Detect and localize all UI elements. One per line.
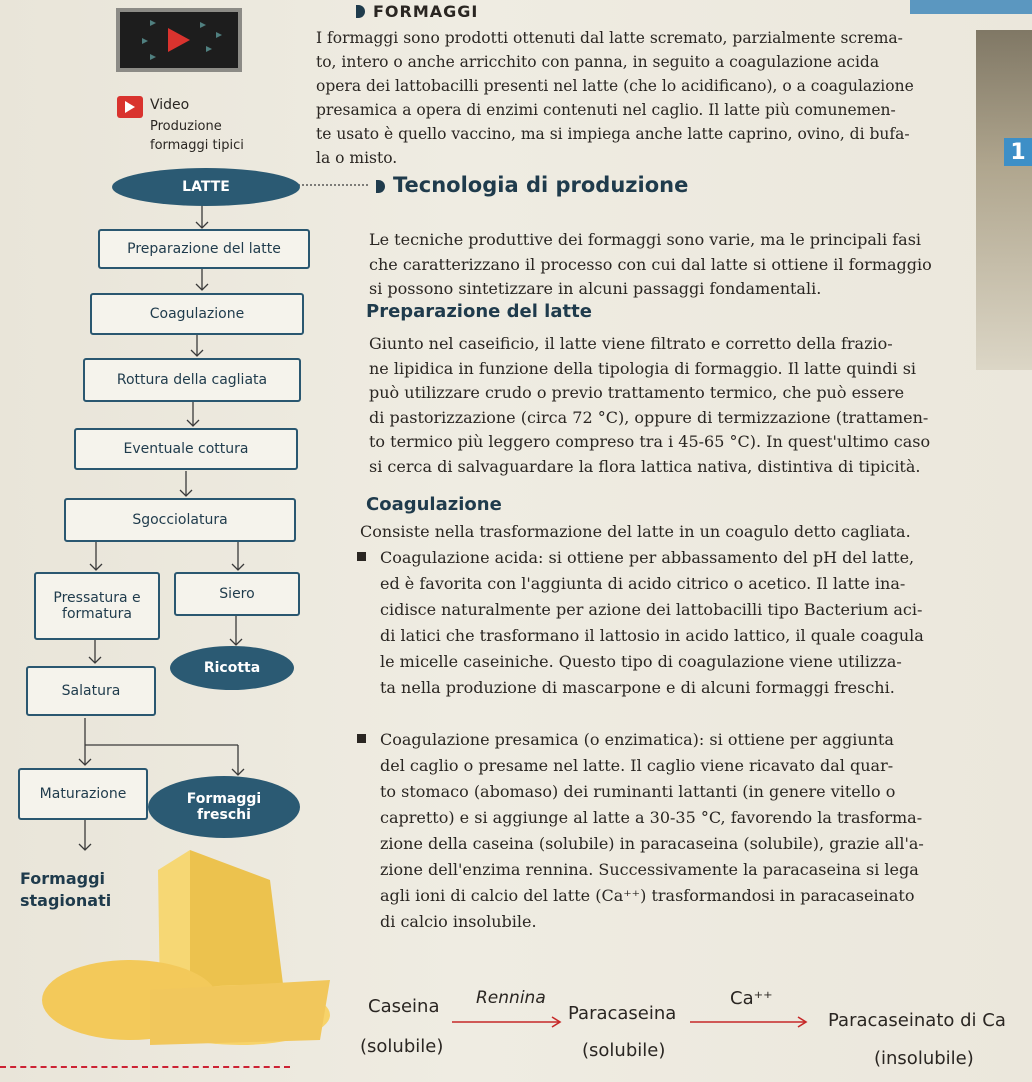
section-heading-preparazione: Preparazione del latte [366, 301, 592, 322]
flow-maturazione: Maturazione [18, 768, 148, 820]
page-title [356, 2, 478, 21]
video-caption-line-1: Produzione [150, 119, 222, 134]
flow-sgocciolatura: Sgocciolatura [64, 498, 296, 542]
reaction-enzyme: Rennina [476, 988, 546, 1008]
flow-freschi: Formaggi freschi [148, 776, 300, 838]
preparazione-paragraph [369, 332, 1032, 479]
intro-line: la o misto. [316, 149, 398, 167]
video-label: Video [150, 97, 190, 113]
presamica-line: di calcio insolubile. [380, 912, 537, 931]
acida-line: Coagulazione acida: si ottiene per abbassamento del pH del latte, [380, 548, 915, 567]
flow-preparazione: Preparazione del latte [98, 229, 310, 269]
bullet-icon [357, 552, 366, 561]
acida-line: ta nella produzione di mascarpone e di alcuni formaggi freschi. [380, 678, 895, 697]
flow-coagulazione: Coagulazione [90, 293, 304, 335]
tecnologia-line: che caratterizzano il processo con cui dal latte si ottiene il formaggio [369, 254, 932, 274]
bullet-coagulazione-presamica [357, 727, 1017, 935]
tecnologia-line: Le tecniche produttive dei formaggi sono varie, ma le principali fasi [369, 230, 922, 249]
tecnologia-line: si possono sintetizzare in alcuni passaggi fondamentali. [369, 279, 822, 298]
presamica-line: zione della caseina (solubile) in paracaseina (solubile), grazie all'a- [380, 834, 924, 853]
preparazione-line: Giunto nel caseificio, il latte viene filtrato e corretto della frazio- [369, 334, 893, 353]
dashed-divider [0, 1066, 290, 1068]
preparazione-line: to termico più leggero compreso tra i 45-65 °C). In quest'ultimo caso [369, 432, 931, 451]
tecnologia-paragraph [369, 228, 1032, 302]
preparazione-line: ne lipidica in funzione della tipologia di formaggio. Il latte quindi si [369, 358, 917, 378]
presamica-line: del caglio o presame nel latte. Il caglio viene ricavato dal quar- [380, 756, 894, 775]
presamica-line: to stomaco (abomaso) dei ruminanti lattanti (in genere vitello o [380, 782, 896, 801]
flow-ricotta: Ricotta [170, 646, 294, 690]
reaction-ion: Ca⁺⁺ [730, 988, 773, 1009]
acida-line: di latici che trasformano il lattosio in acido lattico, il quale coagula [380, 626, 924, 645]
presamica-line: agli ioni di calcio del latte (Ca⁺⁺) trasformandosi in paracaseinato [380, 886, 915, 905]
reaction-paracaseina-state: (solubile) [582, 1040, 666, 1061]
flow-stagionati-line-2: stagionati [20, 891, 112, 910]
preparazione-line: può utilizzare crudo o previo trattamento termico, che può essere [369, 383, 905, 402]
bullet-coagulazione-acida [357, 545, 1017, 701]
coagulazione-intro: Consiste nella trasformazione del latte in un coagulo detto cagliata. [360, 522, 911, 541]
flow-pressatura: Pressatura e formatura [34, 572, 160, 640]
flow-stagionati-line-1: Formaggi [20, 869, 106, 888]
acida-line: ed è favorita con l'aggiunta di acido citrico o acetico. Il latte ina- [380, 574, 906, 593]
reaction-paracaseinato-state: (insolubile) [874, 1048, 974, 1069]
intro-line: presamica a opera di enzimi contenuti nel caglio. Il latte più comunemen- [316, 101, 896, 119]
intro-line: I formaggi sono prodotti ottenuti dal latte scremato, parzialmente screma- [316, 29, 903, 47]
chapter-number: 1 [1004, 138, 1032, 166]
bullet-icon [357, 734, 366, 743]
reaction-paracaseina: Paracaseina [568, 1003, 677, 1024]
section-heading-tecnologia-text: Tecnologia di produzione [393, 173, 689, 197]
flow-siero: Siero [174, 572, 300, 616]
presamica-line: zione dell'enzima rennina. Successivamente la paracaseina si lega [380, 860, 919, 879]
flow-rottura: Rottura della cagliata [83, 358, 301, 402]
flow-salatura: Salatura [26, 666, 156, 716]
reaction-caseina-state: (solubile) [360, 1036, 444, 1057]
reaction-caseina: Caseina [368, 996, 440, 1017]
intro-line: opera dei lattobacilli presenti nel latte (che lo acidificano), o a coagulazione [316, 77, 914, 95]
acida-line: cidisce naturalmente per azione dei lattobacilli tipo Bacterium aci- [380, 600, 923, 619]
video-caption-line-2: formaggi tipici [150, 138, 244, 153]
presamica-line: capretto) e si aggiunge al latte a 30-35 °C, favorendo la trasforma- [380, 808, 923, 827]
flow-latte: LATTE [112, 168, 300, 206]
intro-line: te usato è quello vaccino, ma si impiega anche latte caprino, ovino, di bufa- [316, 125, 910, 143]
title-marker-icon [356, 5, 365, 18]
intro-paragraph [316, 26, 1032, 170]
intro-line: to, intero o anche arricchito con panna, in seguito a coagulazione acida [316, 53, 880, 71]
acida-line: le micelle caseiniche. Questo tipo di coagulazione viene utilizza- [380, 652, 902, 671]
top-color-strip [910, 0, 1032, 14]
section-heading-coagulazione: Coagulazione [366, 494, 502, 515]
presamica-line: Coagulazione presamica (o enzimatica): si ottiene per aggiunta [380, 730, 894, 749]
flow-cottura: Eventuale cottura [74, 428, 298, 470]
preparazione-line: si cerca di salvaguardare la flora lattica nativa, distintiva di tipicità. [369, 456, 921, 476]
flow-stagionati [20, 868, 111, 912]
section-heading-tecnologia [376, 173, 688, 197]
page-title-text: FORMAGGI [373, 2, 479, 21]
heading-marker-icon [376, 180, 385, 193]
reaction-paracaseinato: Paracaseinato di Ca [828, 1010, 1006, 1031]
preparazione-line: di pastorizzazione (circa 72 °C), oppure di termizzazione (trattamen- [369, 407, 929, 427]
